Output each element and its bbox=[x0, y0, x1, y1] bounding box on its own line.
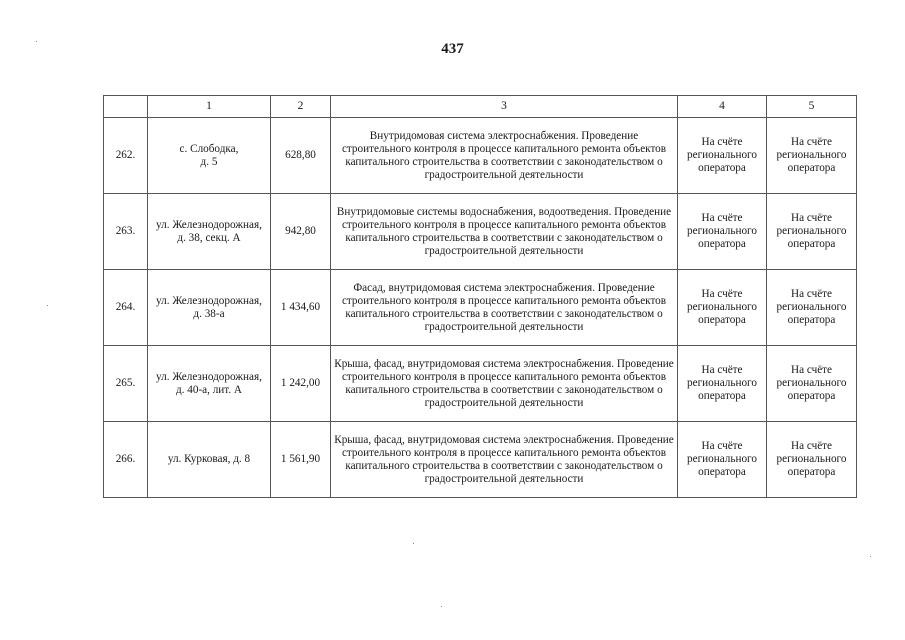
funding-cell-5: На счёте регионального оператора bbox=[767, 270, 857, 346]
funding-cell-4: На счёте регионального оператора bbox=[678, 118, 767, 194]
area-cell: 1 561,90 bbox=[271, 422, 331, 498]
address-cell: ул. Железнодорожная, д. 40-а, лит. А bbox=[148, 346, 271, 422]
funding-cell-5: На счёте регионального оператора bbox=[767, 422, 857, 498]
funding-cell-4: На счёте регионального оператора bbox=[678, 194, 767, 270]
header-cell-5: 5 bbox=[767, 96, 857, 118]
scan-speck bbox=[441, 606, 442, 607]
header-cell-2: 2 bbox=[271, 96, 331, 118]
row-number: 265. bbox=[104, 346, 148, 422]
area-cell: 1 242,00 bbox=[271, 346, 331, 422]
funding-cell-4: На счёте регионального оператора bbox=[678, 346, 767, 422]
works-cell: Крыша, фасад, внутридомовая система электроснабжения. Проведение строительного контроля в процессе капитального ремонта объектов капитального строительства в соответствии с законодательством о градостроительной деятельности bbox=[331, 422, 678, 498]
funding-cell-4: На счёте регионального оператора bbox=[678, 270, 767, 346]
works-cell: Крыша, фасад, внутридомовая система электроснабжения. Проведение строительного контроля в процессе капитального ремонта объектов капитального строительства в соответствии с законодательством о градостроительной деятельности bbox=[331, 346, 678, 422]
works-cell: Внутридомовые системы водоснабжения, водоотведения. Проведение строительного контроля в процессе капитального ремонта объектов капитального строительства в соответствии с законодательством о градостроительной деятельности bbox=[331, 194, 678, 270]
scan-speck bbox=[870, 556, 871, 557]
page-number: 437 bbox=[441, 41, 464, 57]
table-row bbox=[104, 346, 857, 422]
funding-cell-5: На счёте регионального оператора bbox=[767, 346, 857, 422]
address-cell: ул. Курковая, д. 8 bbox=[148, 422, 271, 498]
header-cell-1: 1 bbox=[148, 96, 271, 118]
funding-cell-4: На счёте регионального оператора bbox=[678, 422, 767, 498]
address-cell: ул. Железнодорожная, д. 38-а bbox=[148, 270, 271, 346]
address-cell: ул. Железнодорожная, д. 38, секц. А bbox=[148, 194, 271, 270]
area-cell: 1 434,60 bbox=[271, 270, 331, 346]
row-number: 262. bbox=[104, 118, 148, 194]
funding-cell-5: На счёте регионального оператора bbox=[767, 194, 857, 270]
scan-speck bbox=[36, 41, 37, 42]
header-cell-num bbox=[104, 96, 148, 118]
table-header-row bbox=[104, 96, 857, 118]
area-cell: 628,80 bbox=[271, 118, 331, 194]
works-cell: Внутридомовая система электроснабжения. Проведение строительного контроля в процессе капитального ремонта объектов капитального строительства в соответствии с законодательством о градостроительной деятельности bbox=[331, 118, 678, 194]
table-row bbox=[104, 422, 857, 498]
repair-register-table bbox=[103, 95, 857, 498]
row-number: 264. bbox=[104, 270, 148, 346]
table-row bbox=[104, 118, 857, 194]
row-number: 263. bbox=[104, 194, 148, 270]
header-cell-3: 3 bbox=[331, 96, 678, 118]
scan-speck bbox=[413, 543, 414, 544]
scan-speck bbox=[47, 305, 48, 306]
works-cell: Фасад, внутридомовая система электроснабжения. Проведение строительного контроля в процессе капитального ремонта объектов капитального строительства в соответствии с законодательством о градостроительной деятельности bbox=[331, 270, 678, 346]
row-number: 266. bbox=[104, 422, 148, 498]
area-cell: 942,80 bbox=[271, 194, 331, 270]
header-cell-4: 4 bbox=[678, 96, 767, 118]
funding-cell-5: На счёте регионального оператора bbox=[767, 118, 857, 194]
address-cell: с. Слободка, д. 5 bbox=[148, 118, 271, 194]
table-row bbox=[104, 270, 857, 346]
table-row bbox=[104, 194, 857, 270]
